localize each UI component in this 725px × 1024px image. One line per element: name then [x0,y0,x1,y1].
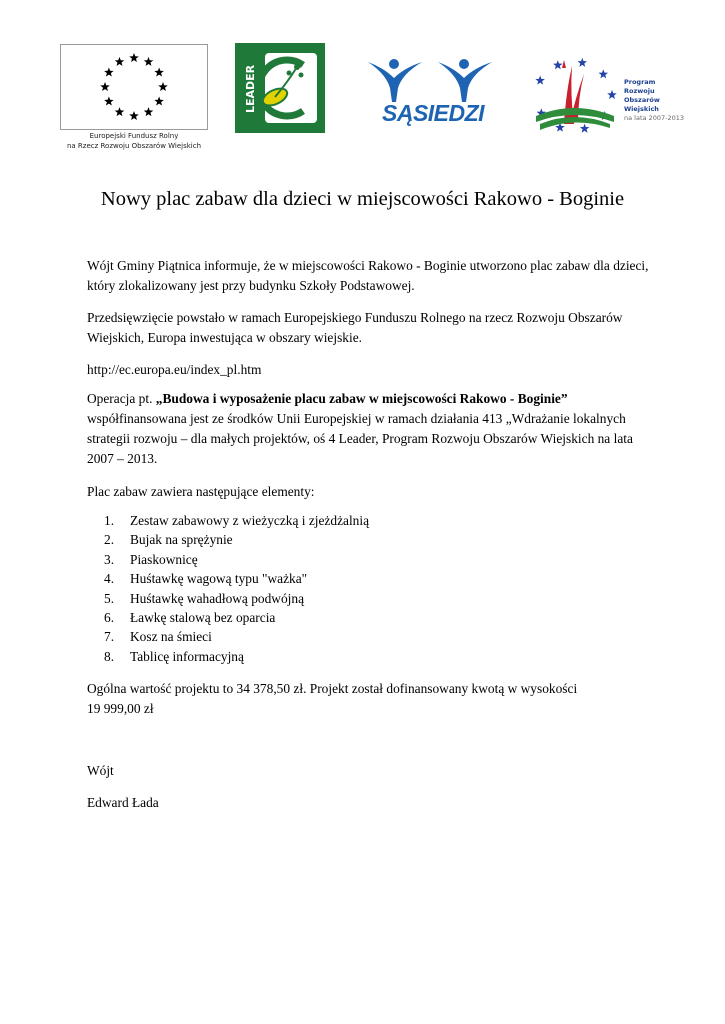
operation-paragraph [87,389,657,469]
operation-rest: współfinansowana jest ze środków Unii Europejskiej w ramach działania 413 „Wdrażanie lokalnych strategii rozwoju – dla małych projektów, oś 4 Leader, Program Rozwoju Obszarów Wiejskich na lata 2007 – 2013. [87,411,633,466]
value-paragraph [87,679,657,719]
eu-star-icon [104,97,114,106]
operation-prefix: Operacja pt. [87,391,156,406]
eu-star-icon [129,111,139,120]
list-item [104,608,369,627]
sasiedzi-wordmark: SĄSIEDZI [382,100,485,126]
value-line-2: 19 999,00 zł [87,701,154,716]
sasiedzi-logo [366,58,498,134]
list-item-text: Kosz na śmieci [130,629,212,645]
eu-star-icon [115,57,125,66]
prow-star-icon [580,124,590,133]
list-item-number: 5. [104,590,115,606]
list-item [104,589,369,608]
list-item-text: Piaskownicę [130,551,198,567]
list-item-number: 6. [104,610,115,626]
prow-logo [524,52,684,136]
prow-line-2: Rozwoju [624,87,655,95]
list-item-text: Huśtawkę wagową typu "ważka" [130,571,308,587]
list-item [104,530,369,549]
list-item-text: Tablicę informacyjną [130,648,244,664]
prow-line-3: Obszarów [624,96,660,104]
prow-star-icon [553,60,563,69]
prow-line-5: na lata 2007-2013 [624,114,684,122]
list-item [104,511,369,530]
list-item [104,647,369,666]
page-title: Nowy plac zabaw dla dzieci w miejscowości Rakowo - Boginie [100,188,625,210]
prow-line-1: Program [624,78,656,86]
eu-fund-caption [50,131,218,151]
list-item-text: Ławkę stalową bez oparcia [130,610,276,626]
list-item-number: 8. [104,648,115,664]
list-item-number: 7. [104,629,115,645]
signature-role: Wójt [87,763,114,778]
eu-star-icon [144,57,154,66]
list-item-number: 3. [104,551,115,567]
eu-caption-line2: na Rzecz Rozwoju Obszarów Wiejskich [66,142,202,150]
list-item-number: 2. [104,532,115,548]
europa-link[interactable]: http://ec.europa.eu/index_pl.htm [87,362,262,377]
prow-emblem-icon [524,52,624,136]
prow-star-icon [599,69,609,78]
prow-star-icon [578,58,588,67]
eu-caption-line1: Europejski Fundusz Rolny [89,132,179,140]
eu-star-icon [115,107,125,116]
eu-flag-logo [60,44,208,130]
eu-star-icon [100,82,110,91]
signature-name-paragraph [87,793,657,813]
eu-star-icon [158,82,168,91]
sasiedzi-figures-icon [366,58,498,104]
eu-star-icon [154,68,164,77]
prow-label [624,78,684,123]
list-item [104,627,369,646]
leader-text: LEADER [244,64,257,113]
leader-logo [235,43,325,133]
prow-star-icon [607,90,617,99]
list-item [104,569,369,588]
operation-text [87,389,657,469]
list-item-text: Huśtawkę wahadłową podwójną [130,590,305,606]
list-item-number: 4. [104,571,115,587]
eu-star-icon [104,68,114,77]
operation-title: „Budowa i wyposażenie placu zabaw w miejscowości Rakowo - Boginie” [155,391,568,406]
value-line-1: Ogólna wartość projektu to 34 378,50 zł. Projekt został dofinansowany kwotą w wysokości [87,681,578,696]
signature-name: Edward Łada [87,795,159,810]
list-item-number: 1. [104,513,115,528]
leader-emblem-icon [235,43,325,133]
prow-line-4: Wiejskich [624,105,659,113]
prow-star-icon [535,76,545,85]
eu-star-icon [144,107,154,116]
signature-role-paragraph [87,761,657,781]
list-intro-text: Plac zabaw zawiera następujące elementy: [87,484,315,499]
intro-text: Wójt Gminy Piątnica informuje, że w miejscowości Rakowo - Boginie utworzono plac zabaw dla dzieci, który zlokalizowany jest przy budynku Szkoły Podstawowej. [87,258,649,293]
eu-star-icon [129,53,139,62]
list-item-text: Zestaw zabawowy z wieżyczką i zjeżdżalnią [130,513,370,528]
funding-text: Przedsięwzięcie powstało w ramach Europejskiego Funduszu Rolnego na rzecz Rozwoju Obszarów Wiejskich, Europa inwestująca w obszary wiejskie. [87,310,623,345]
list-item [104,550,369,569]
funding-paragraph [87,308,657,348]
link-paragraph [87,360,657,380]
eu-stars-icon [61,45,207,129]
elements-list [104,511,369,666]
list-intro-paragraph [87,482,657,502]
eu-star-icon [154,97,164,106]
list-item-text: Bujak na sprężynie [130,532,233,548]
intro-paragraph [87,256,657,296]
